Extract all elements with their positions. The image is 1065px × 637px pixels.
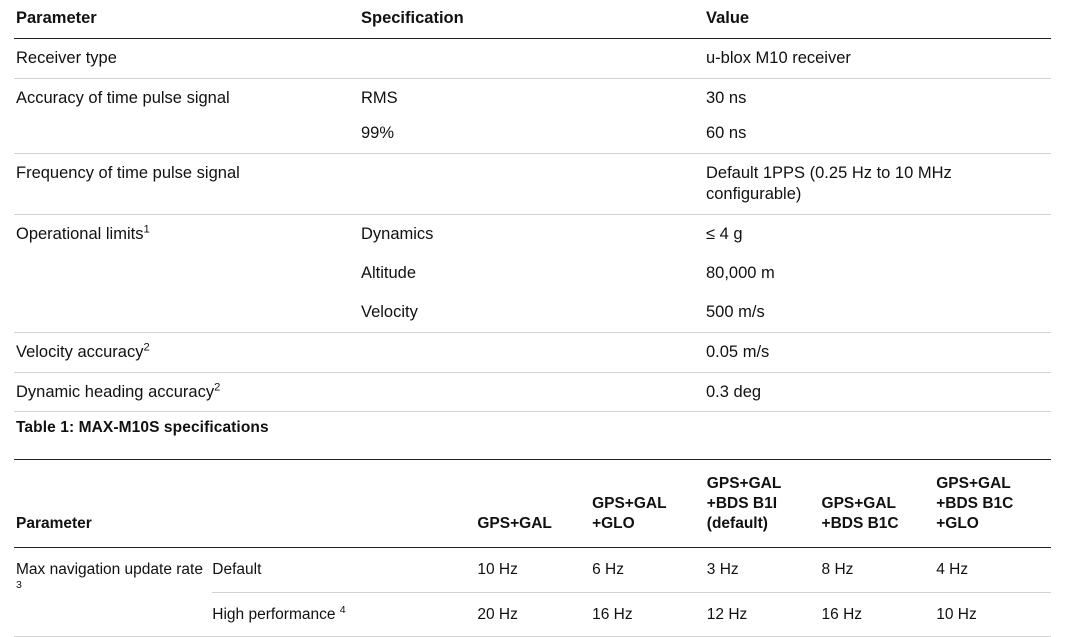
cell-parameter — [14, 38, 359, 78]
column-header-specification: Specification — [359, 0, 704, 38]
cell-parameter-text: Operational limits — [16, 224, 144, 243]
table-header-row — [14, 460, 1051, 548]
cell-mode — [212, 592, 477, 637]
cell-rate: 6 Hz — [592, 548, 707, 593]
table-row — [14, 372, 1051, 412]
table-row — [14, 118, 1051, 153]
cell-rate: 10 Hz — [936, 592, 1051, 637]
footnote-marker: 1 — [143, 223, 150, 236]
column-header-parameter: Parameter — [14, 460, 212, 548]
footnote-marker: 3 — [16, 578, 22, 591]
cell-parameter-text: Frequency of time pulse signal — [16, 163, 240, 182]
cell-value: 0.05 m/s — [704, 332, 1051, 372]
navigation-rate-table — [14, 459, 1051, 637]
navigation-rate-table-head — [14, 460, 1051, 548]
cell-mode — [212, 548, 477, 593]
cell-value: 0.3 deg — [704, 372, 1051, 412]
cell-value: 80,000 m — [706, 263, 775, 282]
table-header-row — [14, 0, 1051, 38]
cell-rate: 20 Hz — [477, 592, 592, 637]
cell-specification — [359, 153, 704, 214]
column-header-value: Value — [704, 0, 1051, 38]
column-header-mode — [212, 460, 477, 548]
cell-value: ≤ 4 g — [706, 224, 743, 243]
table-row — [14, 548, 1051, 593]
column-header-gnss-2: GPS+GAL +GLO — [592, 460, 707, 548]
footnote-marker: 2 — [214, 381, 221, 394]
cell-value: 60 ns — [704, 118, 1051, 153]
cell-parameter-text: Dynamic heading accuracy — [16, 382, 215, 401]
cell-parameter — [14, 332, 359, 372]
table-row — [14, 214, 1051, 253]
cell-rate: 4 Hz — [936, 548, 1051, 593]
cell-specification: Velocity — [359, 293, 704, 332]
table-row — [14, 254, 1051, 293]
cell-value: u-blox M10 receiver — [704, 38, 1051, 78]
cell-value: Default 1PPS (0.25 Hz to 10 MHz configurable) — [704, 153, 1051, 214]
cell-mode-text: Default — [212, 561, 262, 579]
column-header-parameter: Parameter — [14, 0, 359, 38]
cell-rate: 8 Hz — [822, 548, 937, 593]
specifications-table-head — [14, 0, 1051, 38]
column-header-gnss-5: GPS+GAL +BDS B1C +GLO — [936, 460, 1051, 548]
cell-parameter-text: Velocity accuracy — [16, 342, 144, 361]
column-header-gnss-1: GPS+GAL — [477, 460, 592, 548]
cell-parameter — [14, 372, 359, 412]
table-row — [14, 78, 1051, 117]
cell-parameter — [14, 293, 359, 332]
cell-parameter — [14, 254, 359, 293]
cell-mode-text: High performance — [212, 605, 336, 623]
specifications-table — [14, 0, 1051, 412]
cell-rate: 10 Hz — [477, 548, 592, 593]
cell-rate: 16 Hz — [822, 592, 937, 637]
cell-specification: Dynamics — [361, 224, 434, 243]
footnote-marker: 4 — [339, 603, 346, 616]
cell-specification — [359, 372, 704, 412]
cell-rate: 12 Hz — [707, 592, 822, 637]
table-caption: Table 1: MAX-M10S specifications — [16, 419, 269, 437]
table-row — [14, 293, 1051, 332]
cell-rate: 16 Hz — [592, 592, 707, 637]
cell-parameter-text: Accuracy of time pulse signal — [16, 88, 230, 107]
cell-parameter — [14, 548, 212, 637]
cell-parameter — [14, 118, 359, 153]
table-row — [14, 332, 1051, 372]
cell-value: 30 ns — [706, 88, 747, 107]
table-row — [14, 153, 1051, 214]
cell-parameter — [14, 153, 359, 214]
cell-parameter — [14, 78, 359, 117]
cell-value: 500 m/s — [704, 293, 1051, 332]
navigation-rate-table-body — [14, 548, 1051, 637]
cell-parameter-text: Max navigation update rate — [16, 561, 203, 579]
cell-parameter-text: Receiver type — [16, 48, 117, 67]
cell-specification: 99% — [359, 118, 704, 153]
table-row — [14, 38, 1051, 78]
cell-specification: RMS — [361, 88, 398, 107]
cell-specification: Altitude — [361, 263, 417, 282]
cell-rate: 3 Hz — [707, 548, 822, 593]
cell-specification — [359, 332, 704, 372]
cell-parameter — [14, 214, 359, 253]
cell-specification — [359, 38, 704, 78]
column-header-gnss-3: GPS+GAL +BDS B1I (default) — [707, 460, 822, 548]
specifications-table-body — [14, 38, 1051, 412]
column-header-gnss-4: GPS+GAL +BDS B1C — [822, 460, 937, 548]
footnote-marker: 2 — [143, 341, 150, 354]
